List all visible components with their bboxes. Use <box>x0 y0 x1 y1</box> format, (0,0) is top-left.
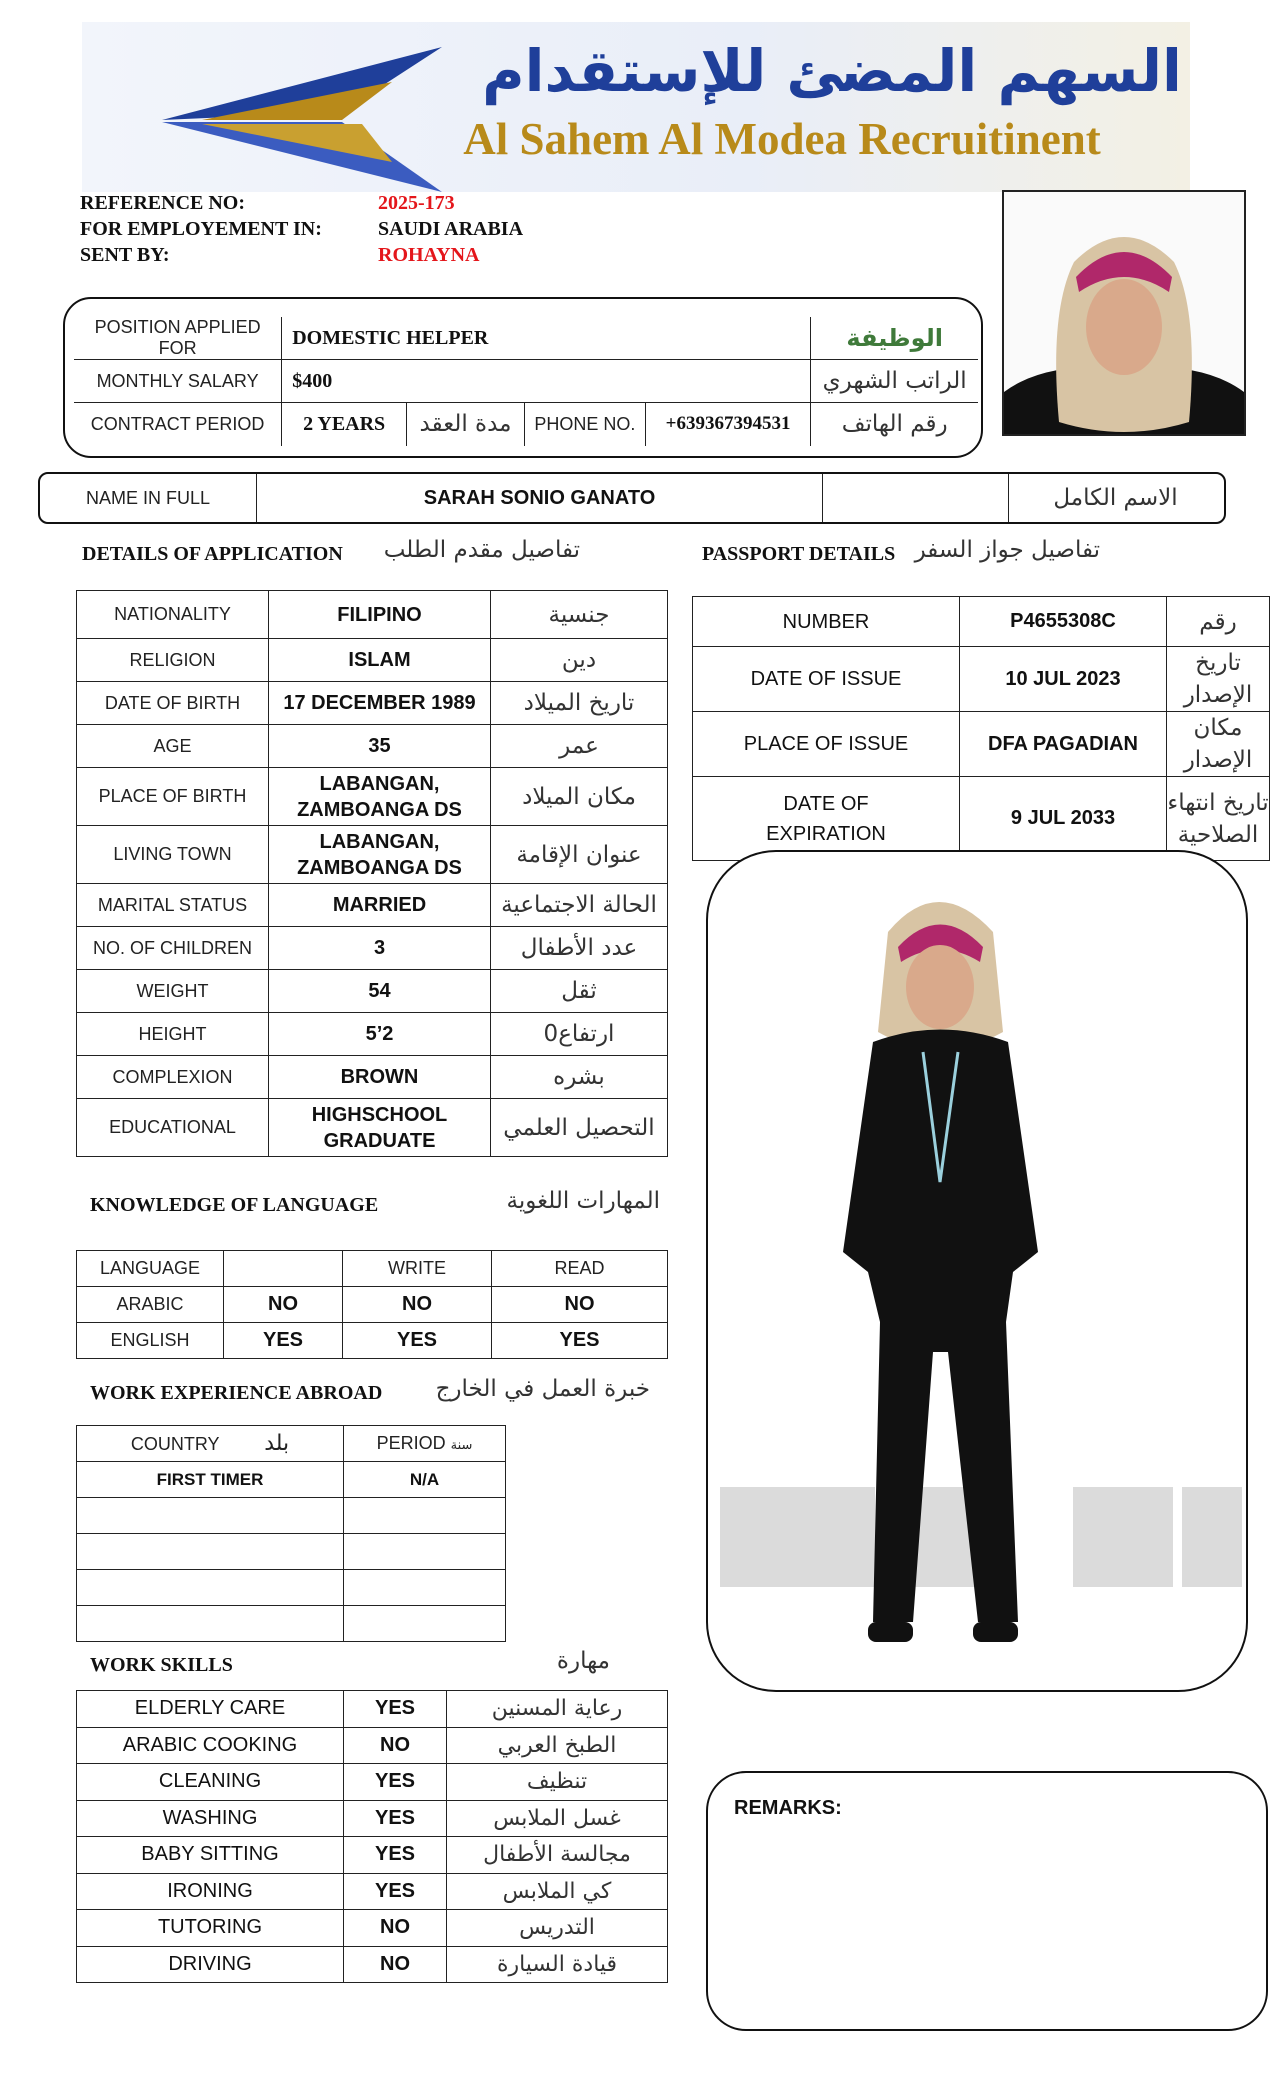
language-column-header <box>224 1251 343 1287</box>
application-field-arabic: عنوان الإقامة <box>491 826 668 884</box>
application-field-value: BROWN <box>269 1056 491 1099</box>
period-header <box>344 1426 506 1462</box>
salary-value: $400 <box>282 360 811 403</box>
experience-period-value: N/A <box>344 1462 506 1498</box>
application-field-arabic: ارتفاع0 <box>491 1013 668 1056</box>
experience-country-value: FIRST TIMER <box>77 1462 344 1498</box>
application-row <box>77 639 668 682</box>
skill-row <box>77 1837 668 1874</box>
full-body-photo <box>706 850 1248 1692</box>
meta-block <box>80 190 523 268</box>
contract-arabic-label: مدة العقد <box>407 403 525 446</box>
application-field-label: WEIGHT <box>77 970 269 1013</box>
passport-field-arabic: تاريخ انتهاء الصلاحية <box>1167 777 1270 861</box>
application-field-value: MARRIED <box>269 884 491 927</box>
experience-period-value <box>344 1534 506 1570</box>
remarks-box <box>706 1771 1268 2031</box>
application-field-value: 17 DECEMBER 1989 <box>269 682 491 725</box>
passport-field-value: 9 JUL 2033 <box>960 777 1167 861</box>
application-row <box>77 826 668 884</box>
application-field-arabic: تاريخ الميلاد <box>491 682 668 725</box>
skill-value: YES <box>344 1873 447 1910</box>
logo-banner <box>82 22 1190 192</box>
experience-period-value <box>344 1606 506 1642</box>
application-field-value: 35 <box>269 725 491 768</box>
experience-row <box>77 1606 506 1642</box>
skill-row <box>77 1691 668 1728</box>
application-field-arabic: عدد الأطفال <box>491 927 668 970</box>
reference-value: 2025-173 <box>378 192 455 214</box>
language-row <box>77 1323 668 1359</box>
skills-table <box>76 1690 668 1983</box>
skill-arabic-label: رعاية المسنين <box>447 1691 668 1728</box>
passport-field-value: DFA PAGADIAN <box>960 712 1167 777</box>
experience-title: WORK EXPERIENCE ABROAD <box>90 1382 383 1404</box>
skill-value: YES <box>344 1800 447 1837</box>
passport-field-label: NUMBER <box>693 597 960 647</box>
employment-label: FOR EMPLOYEMENT IN: <box>80 218 322 240</box>
application-title-arabic: تفاصيل مقدم الطلب <box>383 537 580 563</box>
application-field-label: DATE OF BIRTH <box>77 682 269 725</box>
application-field-value: LABANGAN, ZAMBOANGA DS <box>269 768 491 826</box>
skill-arabic-label: قيادة السيارة <box>447 1946 668 1983</box>
application-field-value: 3 <box>269 927 491 970</box>
language-ability-value: NO <box>492 1287 668 1323</box>
skill-value: YES <box>344 1691 447 1728</box>
remarks-label: REMARKS: <box>734 1797 842 1819</box>
skill-row <box>77 1946 668 1983</box>
experience-period-value <box>344 1570 506 1606</box>
skill-value: NO <box>344 1910 447 1947</box>
experience-country-value <box>77 1570 344 1606</box>
skill-row <box>77 1873 668 1910</box>
application-row <box>77 1099 668 1157</box>
application-row <box>77 725 668 768</box>
language-table <box>76 1250 668 1359</box>
period-header-label: PERIOD <box>376 1433 446 1453</box>
skill-arabic-label: كي الملابس <box>447 1873 668 1910</box>
skill-row <box>77 1910 668 1947</box>
period-header-arabic: سنة <box>450 1438 473 1453</box>
application-field-label: LIVING TOWN <box>77 826 269 884</box>
application-field-arabic: بشره <box>491 1056 668 1099</box>
application-field-label: HEIGHT <box>77 1013 269 1056</box>
application-field-label: COMPLEXION <box>77 1056 269 1099</box>
logo-arabic-name: السهم المضئ للإستقدام <box>482 37 1182 105</box>
passport-field-value: 10 JUL 2023 <box>960 647 1167 712</box>
passport-field-label: PLACE OF ISSUE <box>693 712 960 777</box>
skill-label: WASHING <box>77 1800 344 1837</box>
skill-value: NO <box>344 1946 447 1983</box>
language-ability-value: YES <box>224 1323 343 1359</box>
salary-arabic-label: الراتب الشهري <box>811 360 978 403</box>
application-table <box>76 590 668 1157</box>
experience-row <box>77 1462 506 1498</box>
passport-title-arabic: تفاصيل جواز السفر <box>914 537 1100 563</box>
application-row <box>77 970 668 1013</box>
application-field-label: NATIONALITY <box>77 591 269 639</box>
passport-row <box>693 647 1270 712</box>
skill-arabic-label: مجالسة الأطفال <box>447 1837 668 1874</box>
name-arabic-label: الاسم الكامل <box>1053 485 1178 511</box>
experience-period-value <box>344 1498 506 1534</box>
application-row <box>77 927 668 970</box>
application-row <box>77 768 668 826</box>
language-ability-value: NO <box>343 1287 492 1323</box>
passport-row <box>693 777 1270 861</box>
language-ability-value: YES <box>492 1323 668 1359</box>
position-table <box>74 317 978 446</box>
skills-title: WORK SKILLS <box>90 1654 233 1676</box>
phone-value: +639367394531 <box>645 403 811 446</box>
language-name: ENGLISH <box>77 1323 224 1359</box>
language-column-header: LANGUAGE <box>77 1251 224 1287</box>
application-field-arabic: ثقل <box>491 970 668 1013</box>
skill-label: ELDERLY CARE <box>77 1691 344 1728</box>
skill-label: BABY SITTING <box>77 1837 344 1874</box>
salary-label: MONTHLY SALARY <box>74 360 282 403</box>
application-field-label: NO. OF CHILDREN <box>77 927 269 970</box>
experience-row <box>77 1498 506 1534</box>
application-field-value: 54 <box>269 970 491 1013</box>
experience-country-value <box>77 1534 344 1570</box>
language-title: KNOWLEDGE OF LANGUAGE <box>90 1194 379 1216</box>
employment-value: SAUDI ARABIA <box>378 218 524 240</box>
reference-label: REFERENCE NO: <box>80 192 246 214</box>
passport-field-arabic: رقم <box>1167 597 1270 647</box>
application-row <box>77 591 668 639</box>
application-field-arabic: جنسية <box>491 591 668 639</box>
country-header-label: COUNTRY <box>130 1434 220 1454</box>
skill-arabic-label: تنظيف <box>447 1764 668 1801</box>
phone-label: PHONE NO. <box>524 403 645 446</box>
skill-label: DRIVING <box>77 1946 344 1983</box>
country-header-arabic: بلد <box>264 1431 290 1456</box>
language-title-arabic: المهارات اللغوية <box>506 1188 660 1214</box>
name-label: NAME IN FULL <box>40 474 257 522</box>
application-field-value: 5’2 <box>269 1013 491 1056</box>
passport-field-label: DATE OF ISSUE <box>693 647 960 712</box>
country-header <box>77 1426 344 1462</box>
skills-title-arabic: مهارة <box>556 1648 610 1674</box>
passport-row <box>693 597 1270 647</box>
skill-label: TUTORING <box>77 1910 344 1947</box>
application-title: DETAILS OF APPLICATION <box>82 543 343 565</box>
application-field-label: PLACE OF BIRTH <box>77 768 269 826</box>
skill-row <box>77 1800 668 1837</box>
head-photo <box>1002 190 1246 436</box>
application-row <box>77 1056 668 1099</box>
language-ability-value: YES <box>343 1323 492 1359</box>
application-field-value: FILIPINO <box>269 591 491 639</box>
application-field-label: MARITAL STATUS <box>77 884 269 927</box>
application-field-arabic: دين <box>491 639 668 682</box>
sent-by-value: ROHAYNA <box>378 244 480 266</box>
application-field-arabic: التحصيل العلمي <box>491 1099 668 1157</box>
passport-title: PASSPORT DETAILS <box>702 543 896 565</box>
position-label: POSITION APPLIED FOR <box>74 317 282 360</box>
name-table <box>40 474 1222 522</box>
passport-table <box>692 596 1270 861</box>
application-field-arabic: عمر <box>491 725 668 768</box>
skill-label: IRONING <box>77 1873 344 1910</box>
application-field-label: RELIGION <box>77 639 269 682</box>
skill-value: YES <box>344 1837 447 1874</box>
contract-value: 2 YEARS <box>282 403 407 446</box>
passport-field-value: P4655308C <box>960 597 1167 647</box>
sent-by-label: SENT BY: <box>80 244 170 266</box>
application-field-label: AGE <box>77 725 269 768</box>
application-row <box>77 682 668 725</box>
full-name-value: SARAH SONIO GANATO <box>257 474 823 522</box>
name-empty-cell <box>823 474 1009 522</box>
passport-field-label: DATE OF EXPIRATION <box>693 777 960 861</box>
experience-country-value <box>77 1498 344 1534</box>
application-field-value: LABANGAN, ZAMBOANGA DS <box>269 826 491 884</box>
language-name: ARABIC <box>77 1287 224 1323</box>
skill-arabic-label: التدريس <box>447 1910 668 1947</box>
experience-table <box>76 1425 506 1642</box>
experience-row <box>77 1570 506 1606</box>
logo-english-name: Al Sahem Al Modea Recruitinent <box>463 114 1101 164</box>
phone-arabic-label: رقم الهاتف <box>811 403 978 446</box>
skill-value: NO <box>344 1727 447 1764</box>
skill-value: YES <box>344 1764 447 1801</box>
skill-row <box>77 1764 668 1801</box>
application-field-value: HIGHSCHOOL GRADUATE <box>269 1099 491 1157</box>
position-arabic-label: الوظيفة <box>811 317 978 360</box>
passport-row <box>693 712 1270 777</box>
language-row <box>77 1287 668 1323</box>
application-field-arabic: مكان الميلاد <box>491 768 668 826</box>
experience-row <box>77 1534 506 1570</box>
language-header-row <box>77 1251 668 1287</box>
skill-arabic-label: غسل الملابس <box>447 1800 668 1837</box>
language-column-header: READ <box>492 1251 668 1287</box>
skill-row <box>77 1727 668 1764</box>
position-value: DOMESTIC HELPER <box>282 317 811 360</box>
application-row <box>77 884 668 927</box>
application-field-label: EDUCATIONAL <box>77 1099 269 1157</box>
passport-field-arabic: مكان الإصدار <box>1167 712 1270 777</box>
application-field-arabic: الحالة الاجتماعية <box>491 884 668 927</box>
experience-title-arabic: خبرة العمل في الخارج <box>435 1376 650 1402</box>
language-ability-value: NO <box>224 1287 343 1323</box>
experience-country-value <box>77 1606 344 1642</box>
passport-field-arabic: تاريخ الإصدار <box>1167 647 1270 712</box>
application-row <box>77 1013 668 1056</box>
language-column-header: WRITE <box>343 1251 492 1287</box>
skill-label: CLEANING <box>77 1764 344 1801</box>
contract-label: CONTRACT PERIOD <box>74 403 282 446</box>
skill-label: ARABIC COOKING <box>77 1727 344 1764</box>
application-field-value: ISLAM <box>269 639 491 682</box>
skill-arabic-label: الطبخ العربي <box>447 1727 668 1764</box>
